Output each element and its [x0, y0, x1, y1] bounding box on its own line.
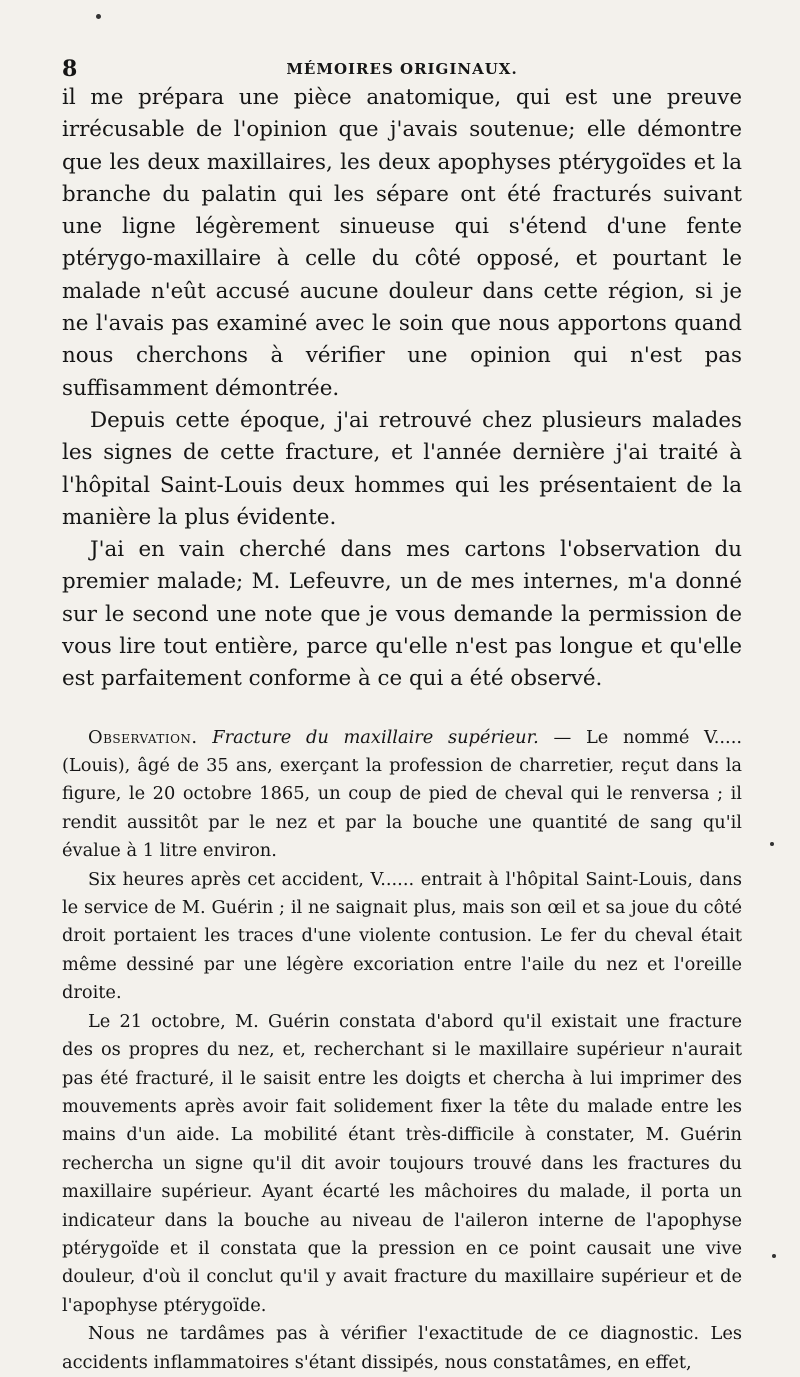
- observation-intro-text: — Le nommé V..... (Louis), âgé de 35 ans, exerçant la profession de charretier, reçut dans la figure, le 20 octobre 1865, un coup de pied de cheval qui le renversa ; il rendit aussitôt par le nez et par la bouche une quantité de sang qu'il évalue à 1 litre environ.: [62, 726, 742, 862]
- main-text: [62, 82, 742, 696]
- observation-paragraph: Nous ne tardâmes pas à vérifier l'exactitude de ce diagnostic. Les accidents inflammatoires s'étant dissipés, nous constatâmes, en effet,: [62, 1323, 742, 1373]
- observation-label: Observation.: [88, 726, 198, 748]
- observation-title: Fracture du maxillaire supérieur.: [212, 726, 539, 748]
- paragraph: J'ai en vain cherché dans mes cartons l'observation du premier malade; M. Lefeuvre, un de mes internes, m'a donné sur le second une note que je vous demande la permission de vous lire tout entière, parce qu'elle n'est pas longue et qu'elle est parfaitement conforme à ce qui a été observé.: [62, 537, 742, 692]
- observation-section: [62, 724, 742, 1377]
- observation-paragraph: Le 21 octobre, M. Guérin constata d'abord qu'il existait une fracture des os propres du nez, et, recherchant si le maxillaire supérieur n'aurait pas été fracturé, il le saisit entre les doigts et chercha à lui imprimer des mouvements après avoir fait solidement fixer la tête du malade entre les mains d'un aide. La mobilité étant très-difficile à constater, M. Guérin rechercha un signe qu'il dit avoir toujours trouvé dans les fractures du maxillaire supérieur. Ayant écarté les mâchoires du malade, il porta un indicateur dans la bouche au niveau de l'aileron interne de l'apophyse ptérygoïde et il constata que la pression en ce point causait une vive douleur, d'où il conclut qu'il y avait fracture du maxillaire supérieur et de l'apophyse ptérygoïde.: [62, 1010, 742, 1316]
- observation-intro: [62, 724, 742, 866]
- running-head: MÉMOIRES ORIGINAUX.: [286, 60, 518, 78]
- print-speck: [770, 842, 774, 846]
- book-page: [62, 52, 742, 1377]
- print-speck: [772, 1254, 776, 1258]
- paragraph: il me prépara une pièce anatomique, qui est une preuve irrécusable de l'opinion que j'avais soutenue; elle démontre que les deux maxillaires, les deux apophyses ptérygoïdes et la branche du palatin qui les sépare ont été fracturés suivant une ligne légèrement sinueuse qui s'étend d'une fente ptérygo-maxillaire à celle du côté opposé, et pourtant le malade n'eût accusé aucune douleur dans cette région, si je ne l'avais pas examiné avec le soin que nous apportons quand nous cherchons à vérifier une opinion qui n'est pas suffisamment démontrée.: [62, 85, 742, 401]
- paragraph: Depuis cette époque, j'ai retrouvé chez plusieurs malades les signes de cette fracture, et l'année dernière j'ai traité à l'hôpital Saint-Louis deux hommes qui les présentaient de la manière la plus évidente.: [62, 407, 742, 530]
- print-speck: [96, 14, 101, 19]
- observation-paragraph: Six heures après cet accident, V...... entrait à l'hôpital Saint-Louis, dans le service de M. Guérin ; il ne saignait plus, mais son œil et sa joue du côté droit portaient les traces d'une violente contusion. Le fer du cheval était même dessiné par une légère excoriation entre l'aile du nez et l'oreille droite.: [62, 868, 742, 1004]
- page-header: [62, 52, 742, 82]
- page-number: 8: [62, 56, 78, 82]
